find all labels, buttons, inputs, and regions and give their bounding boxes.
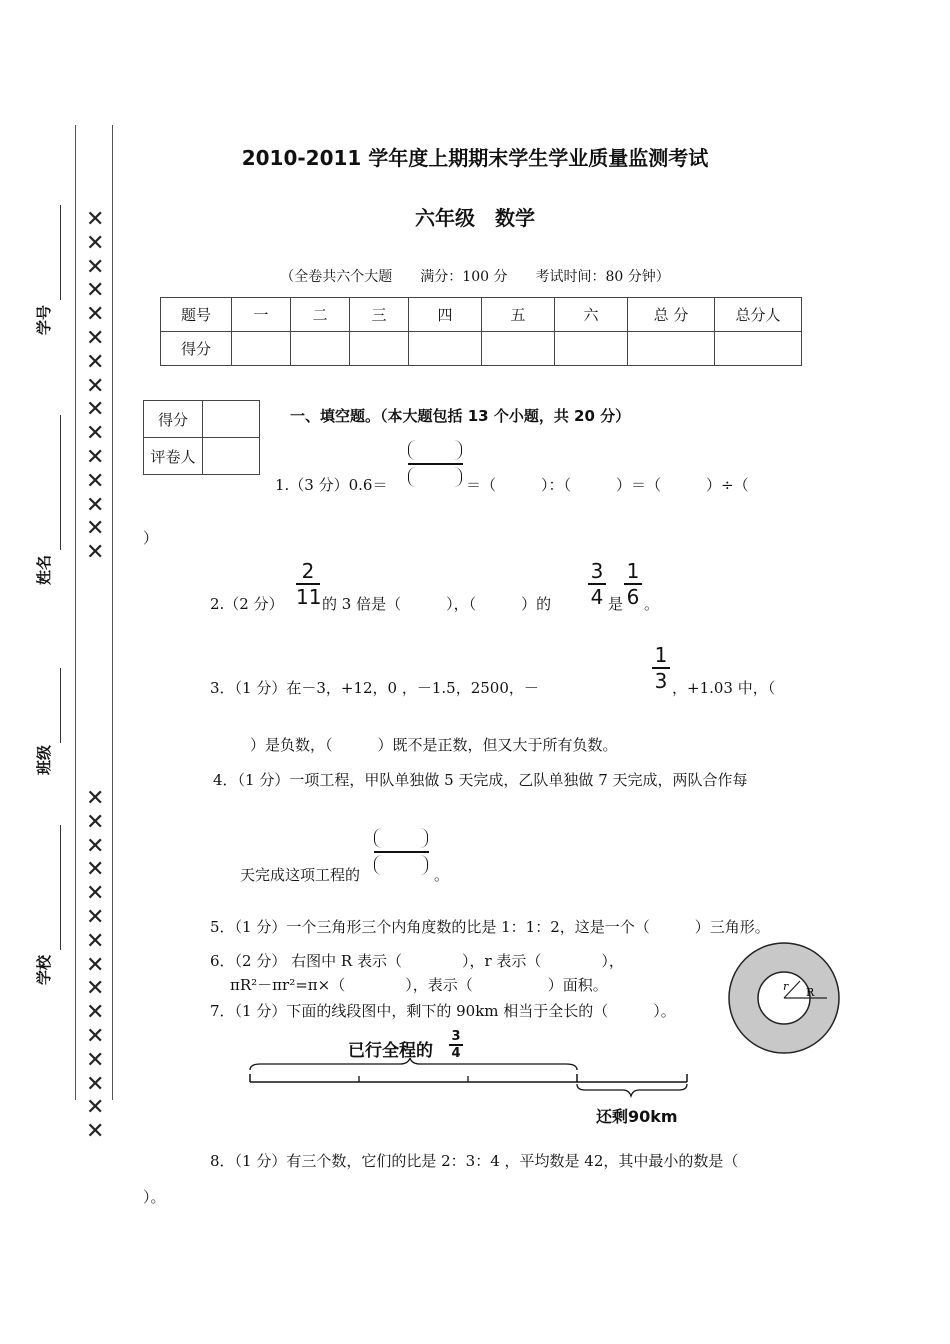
- q2-fraction-1: 2 11: [296, 559, 322, 609]
- cross-mark: ✕: [86, 1071, 105, 1097]
- score-cell[interactable]: [409, 332, 482, 366]
- q4-end: 。: [434, 866, 450, 884]
- score-header-cell: 六: [555, 298, 628, 332]
- segment-diagram: [240, 1058, 710, 1108]
- cross-mark: ✕: [86, 207, 105, 232]
- cross-mark: ✕: [86, 881, 105, 907]
- cross-column-bottom: [86, 787, 104, 1144]
- cross-mark: ✕: [86, 1023, 105, 1049]
- cross-mark: ✕: [86, 928, 105, 954]
- side-label-xuexiao: 学校: [35, 954, 53, 985]
- cross-mark: ✕: [86, 230, 105, 256]
- cross-mark: ✕: [86, 492, 105, 518]
- side-label-xingming: 姓名: [35, 554, 53, 585]
- score-header-cell: 总 分: [628, 298, 715, 332]
- diagram-bottom-label: 还剩90km: [596, 1107, 678, 1126]
- score-cell[interactable]: [291, 332, 350, 366]
- q1-close: ）: [143, 529, 159, 547]
- score-cell[interactable]: [232, 332, 291, 366]
- score-header-cell: 题号: [161, 298, 232, 332]
- mini-score-cell[interactable]: [203, 401, 260, 438]
- page-title: 2010-2011 学年度上期期末学生学业质量监测考试: [241, 146, 709, 170]
- q3-line2: ）是负数，（ ）既不是正数，但又大于所有负数。: [250, 736, 618, 754]
- score-header-cell: 五: [482, 298, 555, 332]
- score-header-cell: 一: [232, 298, 291, 332]
- cross-mark: ✕: [86, 421, 105, 447]
- q6-line2: πR²－πr²=π×（ ），表示（ ）面积。: [230, 976, 608, 994]
- q2-prefix: 2.（2 分）: [210, 595, 284, 613]
- cross-mark: ✕: [86, 373, 105, 399]
- diagram-top-label: 已行全程的: [348, 1041, 433, 1061]
- cross-mark: ✕: [86, 468, 105, 494]
- q1-blank-numerator[interactable]: [408, 440, 462, 460]
- q2-fraction-2: 3 4: [588, 560, 606, 608]
- score-cell[interactable]: [628, 332, 715, 366]
- cross-mark: ✕: [86, 952, 105, 978]
- cross-mark: ✕: [86, 976, 105, 1002]
- cross-mark: ✕: [86, 857, 105, 883]
- q6-line1: 6．（2 分） 右图中 R 表示（ ），r 表示（ ），: [210, 952, 624, 970]
- q8-line1: 8．（1 分）有三个数，它们的比是 2：3：4 ，平均数是 42，其中最小的数是（: [210, 1152, 739, 1170]
- grader-table: [143, 400, 260, 475]
- q1-rest: ＝（ ）：（ ）＝（ ）÷（: [466, 476, 749, 494]
- cross-mark: ✕: [86, 1000, 105, 1026]
- section-1-heading: 一、填空题。（本大题包括 13 个小题，共 20 分）: [290, 407, 631, 425]
- cross-mark: ✕: [86, 1047, 105, 1073]
- banji-underline: [60, 668, 61, 743]
- cross-mark: ✕: [86, 516, 105, 542]
- cross-mark: ✕: [86, 444, 105, 470]
- large-radius-label: R: [806, 986, 815, 999]
- q3-post: ，+1.03 中，（: [672, 679, 776, 697]
- score-row-label: 得分: [161, 332, 232, 366]
- cross-mark: ✕: [86, 809, 105, 835]
- q4-blank-numerator[interactable]: [374, 828, 428, 848]
- cross-mark: ✕: [86, 904, 105, 930]
- xuexiao-underline: [60, 825, 61, 950]
- side-label-xuehao: 学号: [35, 304, 53, 335]
- cross-mark: ✕: [86, 302, 105, 328]
- q1-blank-denominator[interactable]: [408, 467, 462, 487]
- mini-grader-cell[interactable]: [203, 438, 260, 475]
- q4-line1: 4．（1 分）一项工程，甲队单独做 5 天完成，乙队单独做 7 天完成，两队合作每: [213, 771, 748, 789]
- small-radius-label: r: [783, 980, 789, 993]
- ring-diagram: [722, 938, 847, 1058]
- cross-mark: ✕: [86, 1119, 105, 1145]
- cross-mark: ✕: [86, 278, 105, 304]
- q2-is: 是: [608, 595, 624, 613]
- mini-label-grader: 评卷人: [144, 438, 203, 475]
- score-table: [160, 297, 802, 366]
- q2-fraction-3: 1 6: [624, 560, 642, 608]
- q1-prefix: 1.（3 分）0.6＝: [275, 476, 388, 494]
- score-header-cell: 四: [409, 298, 482, 332]
- q7: 7．（1 分）下面的线段图中，剩下的 90km 相当于全长的（ ）。: [210, 1002, 676, 1020]
- q2-middle: 的 3 倍是（ ），（ ）的: [322, 595, 552, 613]
- side-label-banji: 班级: [35, 744, 53, 775]
- cross-mark: ✕: [86, 349, 105, 375]
- q2-end: 。: [644, 595, 660, 613]
- q8-line2: ）。: [143, 1188, 166, 1206]
- q4-blank-denominator[interactable]: [374, 855, 428, 875]
- score-cell[interactable]: [482, 332, 555, 366]
- cross-mark: ✕: [86, 786, 105, 811]
- cross-mark: ✕: [86, 1095, 105, 1121]
- cross-column-top: [86, 208, 104, 565]
- score-cell[interactable]: [715, 332, 802, 366]
- diagram-top-fraction: 3 4: [449, 1030, 463, 1060]
- q3-fraction: 1 3: [652, 644, 670, 692]
- q1-frac-bar: [408, 463, 463, 465]
- cross-mark: ✕: [86, 325, 105, 351]
- q4-line2: 天完成这项工程的: [240, 866, 361, 884]
- cross-mark: ✕: [86, 397, 105, 423]
- xingming-underline: [60, 415, 61, 550]
- page-subtitle: 六年级 数学: [415, 206, 535, 230]
- q4-frac-bar: [374, 851, 429, 853]
- score-header-cell: 二: [291, 298, 350, 332]
- score-header-cell: 三: [350, 298, 409, 332]
- score-cell[interactable]: [350, 332, 409, 366]
- score-cell[interactable]: [555, 332, 628, 366]
- cross-mark: ✕: [86, 833, 105, 859]
- mini-label-score: 得分: [144, 401, 203, 438]
- q3-prefix: 3．（1 分）在－3，+12，0 ，－1.5，2500，－: [210, 679, 539, 697]
- cross-mark: ✕: [86, 254, 105, 280]
- score-header-cell: 总分人: [715, 298, 802, 332]
- exam-info: （全卷共六个大题 满分：100 分 考试时间：80 分钟）: [280, 269, 670, 285]
- cross-mark: ✕: [86, 540, 105, 566]
- q5: 5．（1 分）一个三角形三个内角度数的比是 1：1：2，这是一个（ ）三角形。: [210, 918, 770, 936]
